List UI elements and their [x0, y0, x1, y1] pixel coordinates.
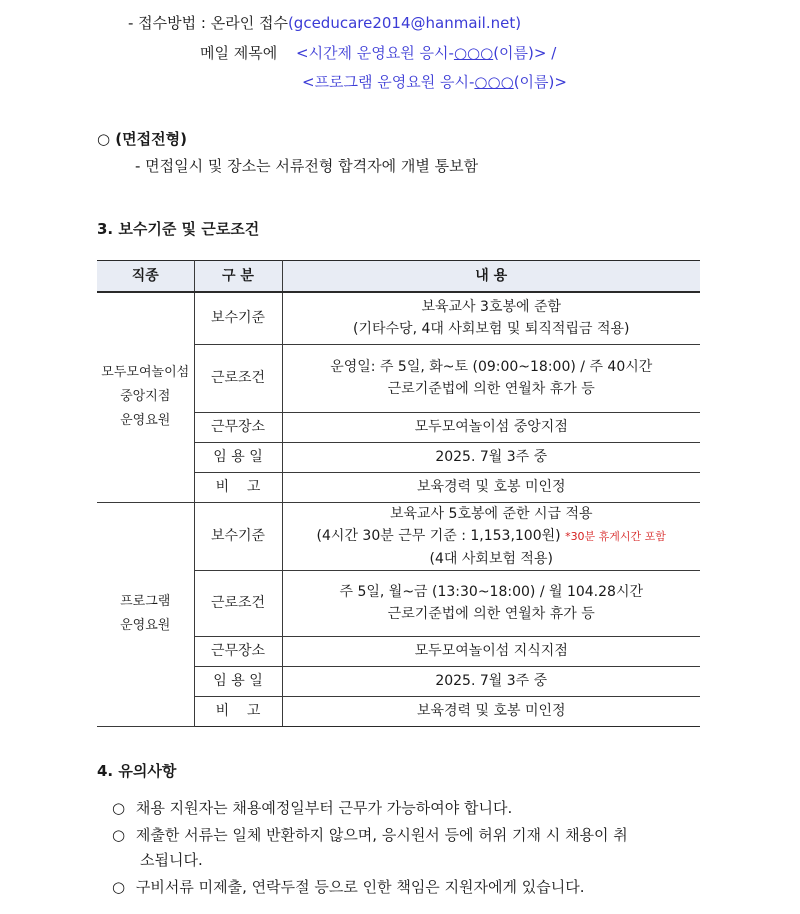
interview-detail: - 면접일시 및 장소는 서류전형 합격자에 개별 통보함 — [135, 157, 479, 175]
notice-item — [112, 797, 512, 818]
header-job: 직종 — [97, 261, 194, 293]
row-content: 2025. 7월 3주 중 — [282, 442, 700, 472]
row-label: 근무장소 — [194, 636, 282, 666]
content-line: 보육교사 3호봉에 준함 — [421, 299, 562, 316]
row-label: 보수기준 — [194, 502, 282, 570]
row-content: 보육경력 및 호봉 미인정 — [282, 696, 700, 726]
mail-subject-2-placeholder: ○○○ — [474, 73, 514, 91]
content-line: (4대 사회보험 적용) — [429, 550, 553, 567]
row-label: 비 고 — [194, 472, 282, 502]
notice-text: 채용 지원자는 채용예정일부터 근무가 가능하여야 합니다. — [135, 799, 513, 817]
job-line: 중앙지점 — [120, 389, 171, 405]
notice-item — [112, 824, 628, 845]
content-line-main: (4시간 30분 근무 기준 : 1,153,100원) — [316, 527, 561, 544]
header-category: 구 분 — [194, 261, 282, 293]
row-content — [282, 570, 700, 636]
notice-text: 제출한 서류는 일체 반환하지 않으며, 응시원서 등에 허위 기재 시 채용이 취 — [135, 826, 628, 844]
table-row — [97, 502, 700, 570]
content-line: 근로기준법에 의한 연월차 휴가 등 — [387, 381, 595, 397]
notice-item — [112, 876, 585, 897]
job-cell-central — [97, 292, 194, 502]
pay-conditions-table — [97, 260, 700, 727]
mail-subject-2-suffix: (이름)> — [513, 73, 567, 91]
mail-subject-1-placeholder: ○○○ — [453, 44, 494, 62]
row-label: 비 고 — [194, 696, 282, 726]
mail-subject-line-1 — [200, 42, 556, 63]
row-content — [282, 292, 700, 344]
job-line: 모두모여놀이섬 — [101, 365, 190, 381]
row-content: 모두모여놀이섬 중앙지점 — [282, 412, 700, 442]
table-row — [97, 292, 700, 344]
section4-heading: 4. 유의사항 — [97, 762, 177, 780]
job-line: 운영요원 — [120, 618, 171, 633]
row-label: 임 용 일 — [194, 442, 282, 472]
row-label: 임 용 일 — [194, 666, 282, 696]
row-content — [282, 502, 700, 570]
row-label: 근로조건 — [194, 570, 282, 636]
row-content — [282, 344, 700, 412]
mail-subject-2-prefix: <프로그램 운영요원 응시- — [302, 73, 475, 91]
apply-email-link[interactable]: (gceducare2014@hanmail.net) — [287, 14, 522, 32]
content-line — [283, 525, 701, 548]
content-line: 운영일: 주 5일, 화~토 (09:00~18:00) / 주 40시간 — [330, 359, 653, 375]
mail-subject-1 — [296, 44, 556, 62]
row-content: 보육경력 및 호봉 미인정 — [282, 472, 700, 502]
mail-subject-1-suffix: (이름)> / — [493, 44, 557, 62]
notice-text-continued: 소됩니다. — [140, 851, 203, 869]
content-line: 근로기준법에 의한 연월차 휴가 등 — [387, 606, 595, 622]
bullet-circle: ○ — [112, 799, 126, 817]
content-line: (기타수당, 4대 사회보험 및 퇴직적립금 적용) — [353, 321, 630, 338]
mail-subject-label: 메일 제목에 — [200, 44, 278, 62]
content-line: 보육교사 5호봉에 준한 시급 적용 — [389, 505, 593, 522]
job-line: 운영요원 — [120, 413, 171, 429]
row-label: 보수기준 — [194, 292, 282, 344]
mail-subject-1-prefix: <시간제 운영요원 응시- — [296, 44, 454, 62]
mail-subject-line-2 — [302, 71, 567, 92]
content-line: 주 5일, 월~금 (13:30~18:00) / 월 104.28시간 — [339, 584, 643, 600]
bullet-circle: ○ — [112, 826, 126, 844]
apply-method-label: - 접수방법 : 온라인 접수 — [128, 14, 288, 32]
header-content: 내 용 — [282, 261, 700, 293]
section3-heading: 3. 보수기준 및 근로조건 — [97, 220, 260, 238]
table-header-row — [97, 261, 700, 293]
apply-method-line — [128, 12, 521, 33]
row-content: 2025. 7월 3주 중 — [282, 666, 700, 696]
break-time-note: *30분 휴게시간 포함 — [565, 529, 666, 543]
row-label: 근로조건 — [194, 344, 282, 412]
row-label: 근무장소 — [194, 412, 282, 442]
notice-text: 구비서류 미제출, 연락두절 등으로 인한 책임은 지원자에게 있습니다. — [135, 878, 585, 896]
job-line: 프로그램 — [120, 594, 171, 609]
row-content: 모두모여놀이섬 지식지점 — [282, 636, 700, 666]
interview-heading: ○ (면접전형) — [97, 130, 187, 148]
bullet-circle: ○ — [112, 878, 126, 896]
job-cell-program — [97, 502, 194, 726]
